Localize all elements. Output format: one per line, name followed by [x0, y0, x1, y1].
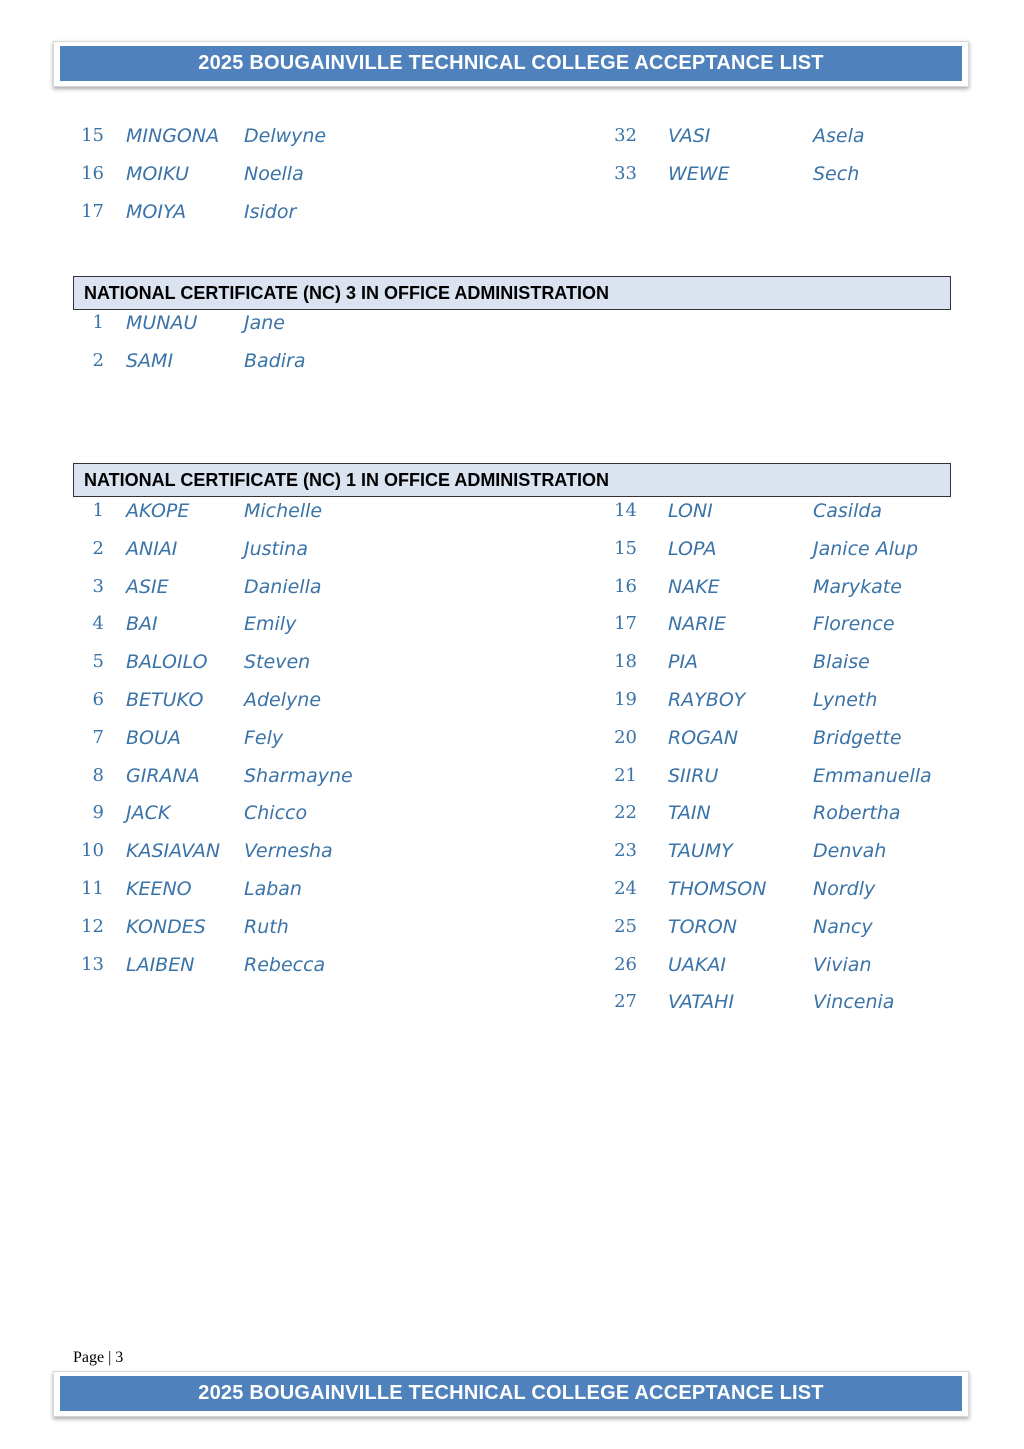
- student-first-name: Vincenia: [813, 991, 895, 1014]
- student-row: [0, 912, 1024, 942]
- student-first-name: Blaise: [813, 651, 870, 674]
- student-surname: KONDES: [126, 915, 206, 938]
- student-first-name: Isidor: [244, 200, 297, 223]
- student-surname: SAMI: [126, 349, 174, 372]
- student-surname: LAIBEN: [126, 953, 195, 976]
- student-surname: SIIRU: [668, 764, 719, 787]
- student-surname: PIA: [668, 651, 699, 674]
- student-row: [0, 346, 1024, 376]
- student-row: [0, 308, 1024, 338]
- student-first-name: Denvah: [813, 840, 887, 863]
- student-first-name: Justina: [244, 537, 308, 560]
- student-number: 3: [92, 575, 104, 597]
- student-surname: MINGONA: [126, 125, 220, 147]
- student-surname: VATAHI: [668, 991, 735, 1014]
- student-surname: NAKE: [668, 575, 720, 598]
- student-surname: KASIAVAN: [126, 840, 221, 863]
- student-number: 19: [614, 689, 637, 710]
- student-surname: ANIAI: [126, 537, 178, 560]
- student-first-name: Sech: [813, 162, 860, 185]
- student-number: 32: [614, 125, 637, 146]
- student-row: [0, 836, 1024, 866]
- student-first-name: Laban: [244, 878, 302, 900]
- page-number: Page | 3: [73, 1349, 124, 1366]
- student-first-name: Steven: [244, 651, 311, 674]
- student-row: [0, 950, 1024, 980]
- student-first-name: Michelle: [244, 500, 323, 522]
- student-row: [0, 987, 1024, 1017]
- student-number: 5: [92, 651, 104, 673]
- nc1-section-heading: NATIONAL CERTIFICATE (NC) 1 IN OFFICE ADMINISTRATION: [73, 463, 951, 497]
- student-row: [0, 159, 1024, 189]
- student-first-name: Daniella: [244, 575, 322, 598]
- student-row: [0, 761, 1024, 791]
- student-surname: RAYBOY: [668, 689, 746, 711]
- student-first-name: Florence: [813, 613, 895, 636]
- student-surname: KEENO: [126, 878, 192, 900]
- student-first-name: Sharmayne: [244, 764, 353, 787]
- student-number: 8: [92, 764, 104, 786]
- student-first-name: Robertha: [813, 802, 901, 825]
- student-number: 4: [92, 613, 104, 635]
- footer-banner: [53, 1371, 969, 1417]
- student-surname: TORON: [668, 915, 737, 938]
- student-number: 11: [81, 878, 104, 899]
- student-first-name: Emily: [244, 613, 297, 636]
- student-row: [0, 874, 1024, 904]
- student-number: 15: [614, 537, 637, 559]
- student-first-name: Rebecca: [244, 953, 326, 976]
- student-surname: LONI: [668, 500, 713, 522]
- student-surname: LOPA: [668, 537, 717, 560]
- student-row: [0, 496, 1024, 526]
- student-number: 26: [614, 953, 637, 975]
- student-number: 21: [614, 764, 637, 786]
- student-number: 23: [614, 840, 637, 862]
- student-row: [0, 534, 1024, 564]
- student-number: 2: [92, 537, 104, 559]
- student-row: [0, 647, 1024, 677]
- student-number: 25: [614, 915, 637, 937]
- student-number: 18: [614, 651, 637, 673]
- student-number: 17: [81, 200, 104, 222]
- student-number: 6: [92, 689, 104, 710]
- student-surname: VASI: [668, 125, 711, 147]
- student-surname: TAIN: [668, 802, 711, 825]
- nc3-section-heading: NATIONAL CERTIFICATE (NC) 3 IN OFFICE ADMINISTRATION: [73, 276, 951, 310]
- student-number: 22: [614, 802, 637, 824]
- student-first-name: Bridgette: [813, 726, 902, 749]
- student-row: [0, 572, 1024, 602]
- student-row: [0, 798, 1024, 828]
- student-number: 1: [92, 312, 104, 333]
- student-surname: BOUA: [126, 726, 181, 749]
- header-title: 2025 BOUGAINVILLE TECHNICAL COLLEGE ACCEPTANCE LIST: [60, 46, 962, 81]
- student-number: 1: [92, 500, 104, 521]
- student-surname: MOIKU: [126, 162, 189, 185]
- student-first-name: Delwyne: [244, 125, 327, 147]
- student-row: [0, 197, 1024, 227]
- student-first-name: Ruth: [244, 915, 289, 938]
- student-surname: MUNAU: [126, 312, 198, 334]
- student-first-name: Noella: [244, 162, 304, 185]
- student-surname: WEWE: [668, 162, 730, 185]
- student-surname: ROGAN: [668, 726, 739, 749]
- student-row: [0, 685, 1024, 715]
- student-surname: BALOILO: [126, 651, 208, 674]
- student-number: 20: [614, 726, 637, 748]
- student-surname: BAI: [126, 613, 158, 636]
- student-first-name: Adelyne: [244, 689, 322, 711]
- student-number: 33: [614, 162, 637, 184]
- student-row: [0, 723, 1024, 753]
- student-first-name: Asela: [813, 125, 865, 147]
- student-number: 15: [81, 125, 104, 146]
- student-row: [0, 121, 1024, 151]
- student-first-name: Vernesha: [244, 840, 333, 863]
- student-first-name: Nordly: [813, 878, 876, 900]
- student-first-name: Marykate: [813, 575, 902, 598]
- footer-title: 2025 BOUGAINVILLE TECHNICAL COLLEGE ACCEPTANCE LIST: [60, 1376, 962, 1411]
- student-number: 17: [614, 613, 637, 635]
- student-surname: JACK: [126, 802, 171, 825]
- student-surname: NARIE: [668, 613, 727, 636]
- student-number: 7: [92, 726, 104, 748]
- student-number: 2: [92, 349, 104, 371]
- student-surname: AKOPE: [126, 500, 190, 522]
- student-first-name: Jane: [244, 312, 285, 334]
- student-first-name: Lyneth: [813, 689, 878, 711]
- student-surname: UAKAI: [668, 953, 726, 976]
- student-number: 27: [614, 991, 637, 1013]
- student-first-name: Badira: [244, 349, 306, 372]
- student-row: [0, 609, 1024, 639]
- header-banner: [53, 41, 969, 87]
- student-number: 16: [81, 162, 104, 184]
- student-first-name: Fely: [244, 726, 284, 749]
- student-first-name: Emmanuella: [813, 764, 932, 787]
- student-first-name: Casilda: [813, 500, 883, 522]
- student-number: 12: [81, 915, 104, 937]
- student-number: 24: [614, 878, 637, 899]
- student-first-name: Nancy: [813, 915, 873, 938]
- student-number: 14: [614, 500, 637, 521]
- student-first-name: Vivian: [813, 953, 872, 976]
- student-first-name: Chicco: [244, 802, 308, 825]
- student-surname: MOIYA: [126, 200, 187, 223]
- student-surname: ASIE: [126, 575, 169, 598]
- student-number: 16: [614, 575, 637, 597]
- student-surname: THOMSON: [668, 878, 767, 900]
- student-surname: GIRANA: [126, 764, 200, 787]
- student-first-name: Janice Alup: [813, 537, 919, 560]
- student-surname: TAUMY: [668, 840, 733, 863]
- student-number: 10: [81, 840, 104, 862]
- student-surname: BETUKO: [126, 689, 204, 711]
- student-number: 13: [81, 953, 104, 975]
- student-number: 9: [92, 802, 104, 824]
